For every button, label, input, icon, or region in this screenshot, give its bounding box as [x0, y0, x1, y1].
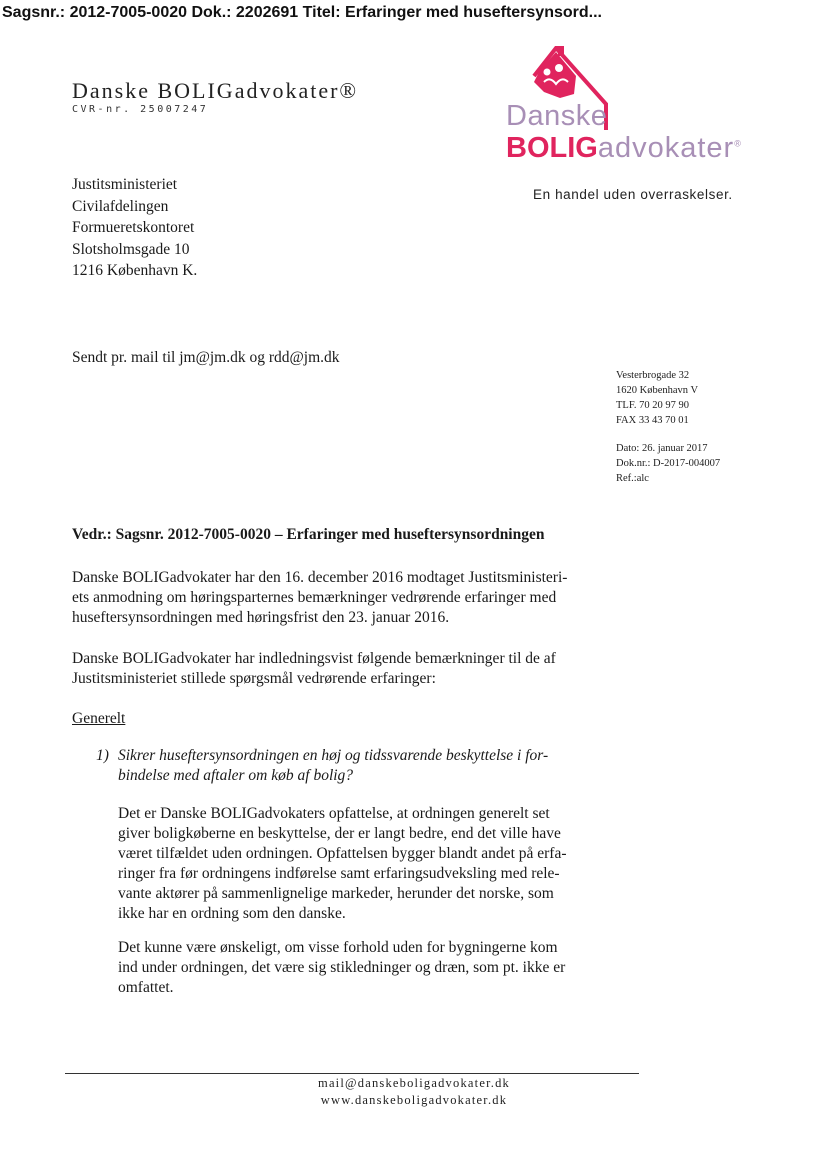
logo-bolig: BOLIG	[506, 132, 598, 164]
logo-word-boligadvokater	[506, 132, 741, 165]
text-line: Danske BOLIGadvokater har den 16. december 2016 modtaget Justitsministeri-	[72, 569, 568, 586]
question-1	[96, 746, 548, 786]
text-line: omfattet.	[118, 979, 174, 996]
footer-website: www.danskeboligadvokater.dk	[320, 1093, 508, 1107]
recipient-line: Civilafdelingen	[72, 197, 169, 215]
question-number: 1)	[96, 747, 109, 764]
question-line: bindelse med aftaler om køb af bolig?	[118, 767, 354, 784]
question-line: Sikrer huseftersynsordningen en høj og tidssvarende beskyttelse i for-	[118, 747, 549, 764]
text-line: Det kunne være ønskeligt, om visse forhold uden for bygningerne kom	[118, 939, 558, 956]
body-paragraph-1	[72, 568, 612, 628]
logo-advokater: advokater	[597, 132, 735, 164]
letter-date: Dato: 26. januar 2017	[616, 443, 708, 454]
text-line: ringer fra før ordningens indførelse samt erfaringsudveksling med rele-	[118, 865, 560, 882]
recipient-line: Justitsministeriet	[72, 176, 178, 193]
body-paragraph-2	[72, 649, 612, 689]
text-line: Justitsministeriet stillede spørgsmål vedrørende erfaringer:	[72, 670, 436, 687]
logo-tagline: En handel uden overraskelser.	[533, 187, 733, 202]
sender-details	[616, 368, 720, 486]
recipient-address	[72, 174, 197, 282]
cvr-number: CVR-nr. 25007247	[72, 104, 209, 115]
document-number: Dok.nr.: D-2017-004007	[616, 458, 721, 469]
text-line: vante aktører på sammenlignelige markeder, herunder det norske, som	[118, 885, 554, 902]
footer-divider	[65, 1073, 639, 1074]
recipient-line: Formueretskontoret	[72, 219, 195, 236]
sender-fax: FAX 33 43 70 01	[616, 415, 689, 426]
reference: Ref.:alc	[616, 473, 649, 484]
logo-registered-mark: ®	[734, 138, 741, 149]
text-line: Danske BOLIGadvokater har indledningsvist følgende bemærkninger til de af	[72, 650, 556, 667]
text-line: ets anmodning om høringsparternes bemærkninger vedrørende erfaringer med	[72, 589, 557, 606]
section-heading: Generelt	[72, 710, 126, 727]
document-header: Sagsnr.: 2012-7005-0020 Dok.: 2202691 Titel: Erfaringer med huseftersynsord...	[2, 4, 602, 21]
logo-word-danske: Danske	[506, 100, 608, 132]
footer-email: mail@danskeboligadvokater.dk	[318, 1076, 510, 1090]
text-line: ind under ordningen, det være sig stikledninger og dræn, som pt. ikke er	[118, 959, 566, 976]
sender-phone: TLF. 70 20 97 90	[616, 400, 689, 411]
sent-by-mail-line: Sendt pr. mail til jm@jm.dk og rdd@jm.dk	[72, 349, 340, 366]
text-line: giver boligkøberne en beskyttelse, der er langt bedre, end det ville have	[118, 825, 561, 842]
sender-address-line: Vesterbrogade 32	[616, 370, 690, 381]
text-line: været tilfældet uden ordningen. Opfattelsen bygger blandt andet på erfa-	[118, 845, 567, 862]
text-line: huseftersynsordningen med høringsfrist den 23. januar 2016.	[72, 609, 450, 626]
recipient-line: 1216 København K.	[72, 262, 198, 279]
firm-name: Danske BOLIGadvokater®	[72, 78, 359, 103]
recipient-line: Slotsholmsgade 10	[72, 240, 190, 258]
sender-address-line: 1620 København V	[616, 385, 699, 396]
answer-paragraph-1	[118, 804, 618, 924]
text-line: Det er Danske BOLIGadvokaters opfattelse, at ordningen generelt set	[118, 805, 550, 822]
answer-paragraph-2	[118, 938, 618, 998]
text-line: ikke har en ordning som den danske.	[118, 905, 346, 922]
subject-line: Vedr.: Sagsnr. 2012-7005-0020 – Erfaringer med huseftersynsordningen	[72, 526, 545, 543]
